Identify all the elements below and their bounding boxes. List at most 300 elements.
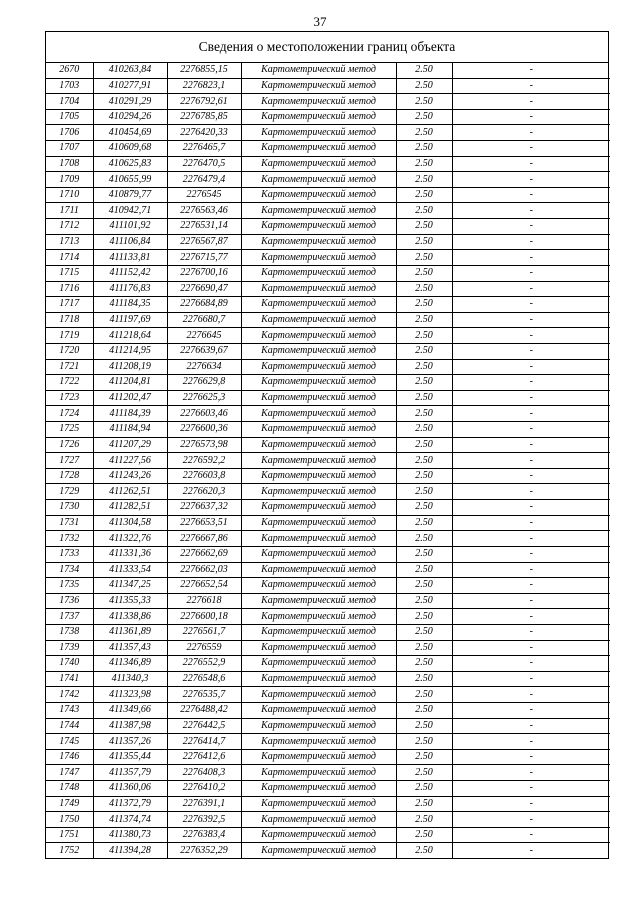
point-number-cell: 1722 xyxy=(46,375,93,391)
point-number-cell: 1736 xyxy=(46,593,93,609)
method-cell: Картометрический метод xyxy=(241,156,396,172)
point-number-cell: 1737 xyxy=(46,609,93,625)
description-cell: - xyxy=(452,531,610,547)
table-row xyxy=(46,78,610,94)
accuracy-cell: 2.50 xyxy=(396,843,452,858)
description-cell: - xyxy=(452,624,610,640)
point-number-cell: 1745 xyxy=(46,734,93,750)
accuracy-cell: 2.50 xyxy=(396,546,452,562)
method-cell: Картометрический метод xyxy=(241,359,396,375)
accuracy-cell: 2.50 xyxy=(396,422,452,438)
x-coordinate-cell: 410277,91 xyxy=(93,78,167,94)
method-cell: Картометрический метод xyxy=(241,718,396,734)
x-coordinate-cell: 411340,3 xyxy=(93,671,167,687)
point-number-cell: 1740 xyxy=(46,656,93,672)
description-cell: - xyxy=(452,297,610,313)
method-cell: Картометрический метод xyxy=(241,125,396,141)
description-cell: - xyxy=(452,437,610,453)
x-coordinate-cell: 411197,69 xyxy=(93,312,167,328)
y-coordinate-cell: 2276785,85 xyxy=(167,109,241,125)
point-number-cell: 1709 xyxy=(46,172,93,188)
x-coordinate-cell: 410625,83 xyxy=(93,156,167,172)
point-number-cell: 1714 xyxy=(46,250,93,266)
point-number-cell: 1730 xyxy=(46,500,93,516)
y-coordinate-cell: 2276573,98 xyxy=(167,437,241,453)
x-coordinate-cell: 411207,29 xyxy=(93,437,167,453)
table-row xyxy=(46,187,610,203)
table-row xyxy=(46,562,610,578)
accuracy-cell: 2.50 xyxy=(396,328,452,344)
x-coordinate-cell: 411355,33 xyxy=(93,593,167,609)
point-number-cell: 1719 xyxy=(46,328,93,344)
y-coordinate-cell: 2276662,69 xyxy=(167,546,241,562)
x-coordinate-cell: 411357,43 xyxy=(93,640,167,656)
description-cell: - xyxy=(452,125,610,141)
table-row xyxy=(46,546,610,562)
description-cell: - xyxy=(452,94,610,110)
y-coordinate-cell: 2276603,46 xyxy=(167,406,241,422)
description-cell: - xyxy=(452,219,610,235)
accuracy-cell: 2.50 xyxy=(396,484,452,500)
point-number-cell: 1747 xyxy=(46,765,93,781)
point-number-cell: 1751 xyxy=(46,827,93,843)
y-coordinate-cell: 2276545 xyxy=(167,187,241,203)
accuracy-cell: 2.50 xyxy=(396,687,452,703)
point-number-cell: 1749 xyxy=(46,796,93,812)
method-cell: Картометрический метод xyxy=(241,390,396,406)
y-coordinate-cell: 2276618 xyxy=(167,593,241,609)
x-coordinate-cell: 411227,56 xyxy=(93,453,167,469)
table-row xyxy=(46,359,610,375)
accuracy-cell: 2.50 xyxy=(396,390,452,406)
x-coordinate-cell: 411338,86 xyxy=(93,609,167,625)
accuracy-cell: 2.50 xyxy=(396,94,452,110)
point-number-cell: 1744 xyxy=(46,718,93,734)
accuracy-cell: 2.50 xyxy=(396,781,452,797)
accuracy-cell: 2.50 xyxy=(396,281,452,297)
x-coordinate-cell: 411176,83 xyxy=(93,281,167,297)
x-coordinate-cell: 411372,79 xyxy=(93,796,167,812)
method-cell: Картометрический метод xyxy=(241,343,396,359)
y-coordinate-cell: 2276392,5 xyxy=(167,812,241,828)
table-row xyxy=(46,656,610,672)
y-coordinate-cell: 2276600,18 xyxy=(167,609,241,625)
x-coordinate-cell: 411184,39 xyxy=(93,406,167,422)
description-cell: - xyxy=(452,484,610,500)
point-number-cell: 1713 xyxy=(46,234,93,250)
point-number-cell: 1705 xyxy=(46,109,93,125)
accuracy-cell: 2.50 xyxy=(396,63,452,78)
x-coordinate-cell: 410609,68 xyxy=(93,141,167,157)
x-coordinate-cell: 411346,89 xyxy=(93,656,167,672)
table-row xyxy=(46,843,610,858)
x-coordinate-cell: 411357,79 xyxy=(93,765,167,781)
accuracy-cell: 2.50 xyxy=(396,359,452,375)
table-row xyxy=(46,640,610,656)
y-coordinate-cell: 2276690,47 xyxy=(167,281,241,297)
method-cell: Картометрический метод xyxy=(241,687,396,703)
description-cell: - xyxy=(452,203,610,219)
table-row xyxy=(46,781,610,797)
accuracy-cell: 2.50 xyxy=(396,515,452,531)
y-coordinate-cell: 2276792,61 xyxy=(167,94,241,110)
method-cell: Картометрический метод xyxy=(241,562,396,578)
method-cell: Картометрический метод xyxy=(241,250,396,266)
boundary-table-frame xyxy=(45,31,609,859)
method-cell: Картометрический метод xyxy=(241,328,396,344)
accuracy-cell: 2.50 xyxy=(396,500,452,516)
y-coordinate-cell: 2276629,8 xyxy=(167,375,241,391)
x-coordinate-cell: 411323,98 xyxy=(93,687,167,703)
method-cell: Картометрический метод xyxy=(241,219,396,235)
point-number-cell: 1708 xyxy=(46,156,93,172)
table-row xyxy=(46,375,610,391)
point-number-cell: 1712 xyxy=(46,219,93,235)
point-number-cell: 1724 xyxy=(46,406,93,422)
table-row xyxy=(46,141,610,157)
x-coordinate-cell: 411380,73 xyxy=(93,827,167,843)
method-cell: Картометрический метод xyxy=(241,265,396,281)
accuracy-cell: 2.50 xyxy=(396,531,452,547)
description-cell: - xyxy=(452,328,610,344)
accuracy-cell: 2.50 xyxy=(396,187,452,203)
y-coordinate-cell: 2276414,7 xyxy=(167,734,241,750)
y-coordinate-cell: 2276823,1 xyxy=(167,78,241,94)
x-coordinate-cell: 411304,58 xyxy=(93,515,167,531)
y-coordinate-cell: 2276715,77 xyxy=(167,250,241,266)
description-cell: - xyxy=(452,515,610,531)
table-row xyxy=(46,812,610,828)
method-cell: Картометрический метод xyxy=(241,234,396,250)
method-cell: Картометрический метод xyxy=(241,827,396,843)
method-cell: Картометрический метод xyxy=(241,312,396,328)
x-coordinate-cell: 410294,26 xyxy=(93,109,167,125)
accuracy-cell: 2.50 xyxy=(396,749,452,765)
description-cell: - xyxy=(529,844,533,856)
description-cell: - xyxy=(452,453,610,469)
y-coordinate-cell: 2276465,7 xyxy=(167,141,241,157)
table-row xyxy=(46,265,610,281)
description-cell: - xyxy=(452,796,610,812)
accuracy-cell: 2.50 xyxy=(396,234,452,250)
point-number-cell: 1739 xyxy=(46,640,93,656)
description-cell: - xyxy=(452,749,610,765)
table-row xyxy=(46,578,610,594)
x-coordinate-cell: 411322,76 xyxy=(93,531,167,547)
y-coordinate-cell: 2276700,16 xyxy=(167,265,241,281)
x-coordinate-cell: 411184,35 xyxy=(93,297,167,313)
point-number-cell: 1731 xyxy=(46,515,93,531)
x-coordinate-cell: 411133,81 xyxy=(93,250,167,266)
point-number-cell: 1728 xyxy=(46,468,93,484)
method-cell: Картометрический метод xyxy=(241,500,396,516)
x-coordinate-cell: 410263,84 xyxy=(93,63,167,78)
x-coordinate-cell: 411355,44 xyxy=(93,749,167,765)
table-row xyxy=(46,765,610,781)
description-cell: - xyxy=(452,172,610,188)
accuracy-cell: 2.50 xyxy=(396,562,452,578)
point-number-cell: 1704 xyxy=(46,94,93,110)
accuracy-cell: 2.50 xyxy=(396,609,452,625)
method-cell: Картометрический метод xyxy=(241,203,396,219)
accuracy-cell: 2.50 xyxy=(396,125,452,141)
point-number-cell: 1733 xyxy=(46,546,93,562)
description-cell: - xyxy=(452,687,610,703)
table-row xyxy=(46,281,610,297)
accuracy-cell: 2.50 xyxy=(396,702,452,718)
y-coordinate-cell: 2276639,67 xyxy=(167,343,241,359)
point-number-cell: 1707 xyxy=(46,141,93,157)
y-coordinate-cell: 2276637,32 xyxy=(167,500,241,516)
y-coordinate-cell: 2276391,1 xyxy=(167,796,241,812)
method-cell: Картометрический метод xyxy=(241,609,396,625)
y-coordinate-cell: 2276410,2 xyxy=(167,781,241,797)
point-number-cell: 1723 xyxy=(46,390,93,406)
method-cell: Картометрический метод xyxy=(241,640,396,656)
y-coordinate-cell: 2276470,5 xyxy=(167,156,241,172)
y-coordinate-cell: 2276352,29 xyxy=(167,843,241,858)
point-number-cell: 1743 xyxy=(46,702,93,718)
x-coordinate-cell: 411374,74 xyxy=(93,812,167,828)
table-row xyxy=(46,609,610,625)
point-number-cell: 1726 xyxy=(46,437,93,453)
y-coordinate-cell: 2276620,3 xyxy=(167,484,241,500)
y-coordinate-cell: 2276563,46 xyxy=(167,203,241,219)
accuracy-cell: 2.50 xyxy=(396,578,452,594)
x-coordinate-cell: 411202,47 xyxy=(93,390,167,406)
method-cell: Картометрический метод xyxy=(241,843,396,858)
page-number: 37 xyxy=(313,14,327,29)
x-coordinate-cell: 411347,25 xyxy=(93,578,167,594)
y-coordinate-cell: 2276488,42 xyxy=(167,702,241,718)
table-row xyxy=(46,749,610,765)
method-cell: Картометрический метод xyxy=(241,578,396,594)
table-row xyxy=(46,343,610,359)
description-cell: - xyxy=(452,63,610,78)
y-coordinate-cell: 2276645 xyxy=(167,328,241,344)
accuracy-cell: 2.50 xyxy=(396,468,452,484)
y-coordinate-cell: 2276535,7 xyxy=(167,687,241,703)
table-row xyxy=(46,453,610,469)
accuracy-cell: 2.50 xyxy=(396,343,452,359)
point-number-cell: 1716 xyxy=(46,281,93,297)
table-row xyxy=(46,515,610,531)
y-coordinate-cell: 2276603,8 xyxy=(167,468,241,484)
x-coordinate-cell: 411208,19 xyxy=(93,359,167,375)
x-coordinate-cell: 411331,36 xyxy=(93,546,167,562)
table-row xyxy=(46,125,610,141)
y-coordinate-cell: 2276662,03 xyxy=(167,562,241,578)
point-number-cell: 1734 xyxy=(46,562,93,578)
table-row xyxy=(46,484,610,500)
y-coordinate-cell: 2276479,4 xyxy=(167,172,241,188)
x-coordinate-cell: 411349,66 xyxy=(93,702,167,718)
point-number-cell: 1725 xyxy=(46,422,93,438)
description-cell: - xyxy=(452,187,610,203)
x-coordinate-cell: 411262,51 xyxy=(93,484,167,500)
table-row xyxy=(46,500,610,516)
point-number-cell: 1710 xyxy=(46,187,93,203)
method-cell: Картометрический метод xyxy=(241,656,396,672)
description-cell: - xyxy=(452,718,610,734)
table-row xyxy=(46,593,610,609)
method-cell: Картометрический метод xyxy=(241,78,396,94)
y-coordinate-cell: 2276634 xyxy=(167,359,241,375)
table-title: Сведения о местоположении границ объекта xyxy=(46,32,608,63)
x-coordinate-cell: 411360,06 xyxy=(93,781,167,797)
y-coordinate-cell: 2276567,87 xyxy=(167,234,241,250)
x-coordinate-cell: 411357,26 xyxy=(93,734,167,750)
description-cell: - xyxy=(452,375,610,391)
description-cell: - xyxy=(452,312,610,328)
accuracy-cell: 2.50 xyxy=(396,203,452,219)
accuracy-cell: 2.50 xyxy=(396,796,452,812)
y-coordinate-cell: 2276442,5 xyxy=(167,718,241,734)
accuracy-cell: 2.50 xyxy=(396,375,452,391)
description-cell: - xyxy=(452,765,610,781)
description-cell: - xyxy=(452,702,610,718)
method-cell: Картометрический метод xyxy=(241,187,396,203)
x-coordinate-cell: 411204,81 xyxy=(93,375,167,391)
method-cell: Картометрический метод xyxy=(241,812,396,828)
x-coordinate-cell: 411387,98 xyxy=(93,718,167,734)
point-number-cell: 1718 xyxy=(46,312,93,328)
method-cell: Картометрический метод xyxy=(241,453,396,469)
y-coordinate-cell: 2276600,36 xyxy=(167,422,241,438)
description-cell: - xyxy=(452,109,610,125)
x-coordinate-cell: 411218,64 xyxy=(93,328,167,344)
point-number-cell: 1729 xyxy=(46,484,93,500)
accuracy-cell: 2.50 xyxy=(396,265,452,281)
method-cell: Картометрический метод xyxy=(241,749,396,765)
description-cell: - xyxy=(452,562,610,578)
y-coordinate-cell: 2276383,4 xyxy=(167,827,241,843)
description-cell: - xyxy=(452,78,610,94)
description-cell: - xyxy=(452,734,610,750)
description-cell: - xyxy=(452,640,610,656)
method-cell: Картометрический метод xyxy=(241,593,396,609)
x-coordinate-cell: 411106,84 xyxy=(93,234,167,250)
description-cell: - xyxy=(452,359,610,375)
y-coordinate-cell: 2276592,2 xyxy=(167,453,241,469)
accuracy-cell: 2.50 xyxy=(396,141,452,157)
point-number-cell: 1741 xyxy=(46,671,93,687)
coordinates-table xyxy=(46,63,610,858)
point-number-cell: 1717 xyxy=(46,297,93,313)
x-coordinate-cell: 411361,89 xyxy=(93,624,167,640)
table-row xyxy=(46,468,610,484)
table-row xyxy=(46,734,610,750)
y-coordinate-cell: 2276531,14 xyxy=(167,219,241,235)
x-coordinate-cell: 410454,69 xyxy=(93,125,167,141)
description-cell: - xyxy=(452,500,610,516)
method-cell: Картометрический метод xyxy=(241,515,396,531)
point-number-cell: 1750 xyxy=(46,812,93,828)
description-cell: - xyxy=(452,281,610,297)
method-cell: Картометрический метод xyxy=(241,734,396,750)
y-coordinate-cell: 2276559 xyxy=(167,640,241,656)
table-row xyxy=(46,437,610,453)
accuracy-cell: 2.50 xyxy=(396,406,452,422)
table-row xyxy=(46,390,610,406)
description-cell: - xyxy=(452,609,610,625)
table-row xyxy=(46,687,610,703)
method-cell: Картометрический метод xyxy=(241,141,396,157)
table-row xyxy=(46,328,610,344)
method-cell: Картометрический метод xyxy=(241,796,396,812)
point-number-cell: 1738 xyxy=(46,624,93,640)
point-number-cell: 1752 xyxy=(46,843,93,858)
table-row xyxy=(46,531,610,547)
method-cell: Картометрический метод xyxy=(241,406,396,422)
method-cell: Картометрический метод xyxy=(241,281,396,297)
table-row xyxy=(46,796,610,812)
description-cell: - xyxy=(452,656,610,672)
description-cell: - xyxy=(452,593,610,609)
table-row xyxy=(46,234,610,250)
accuracy-cell: 2.50 xyxy=(396,765,452,781)
accuracy-cell: 2.50 xyxy=(396,250,452,266)
accuracy-cell: 2.50 xyxy=(396,640,452,656)
accuracy-cell: 2.50 xyxy=(396,156,452,172)
table-row xyxy=(46,718,610,734)
description-cell: - xyxy=(452,343,610,359)
description-cell: - xyxy=(452,234,610,250)
method-cell: Картометрический метод xyxy=(241,422,396,438)
y-coordinate-cell: 2276408,3 xyxy=(167,765,241,781)
method-cell: Картометрический метод xyxy=(241,781,396,797)
x-coordinate-cell: 410655,99 xyxy=(93,172,167,188)
method-cell: Картометрический метод xyxy=(241,297,396,313)
table-row xyxy=(46,624,610,640)
method-cell: Картометрический метод xyxy=(241,702,396,718)
y-coordinate-cell: 2276412,6 xyxy=(167,749,241,765)
description-cell: - xyxy=(452,422,610,438)
method-cell: Картометрический метод xyxy=(241,375,396,391)
y-coordinate-cell: 2276684,89 xyxy=(167,297,241,313)
description-cell: - xyxy=(452,250,610,266)
table-row xyxy=(46,297,610,313)
y-coordinate-cell: 2276680,7 xyxy=(167,312,241,328)
description-cell: - xyxy=(452,265,610,281)
accuracy-cell: 2.50 xyxy=(396,734,452,750)
accuracy-cell: 2.50 xyxy=(396,812,452,828)
point-number-cell: 1711 xyxy=(46,203,93,219)
point-number-cell: 1706 xyxy=(46,125,93,141)
table-row xyxy=(46,172,610,188)
accuracy-cell: 2.50 xyxy=(396,593,452,609)
table-row xyxy=(46,406,610,422)
description-cell: - xyxy=(452,671,610,687)
x-coordinate-cell: 410879,77 xyxy=(93,187,167,203)
accuracy-cell: 2.50 xyxy=(396,172,452,188)
x-coordinate-cell: 411152,42 xyxy=(93,265,167,281)
point-number-cell: 1703 xyxy=(46,78,93,94)
x-coordinate-cell: 411184,94 xyxy=(93,422,167,438)
accuracy-cell: 2.50 xyxy=(396,78,452,94)
accuracy-cell: 2.50 xyxy=(396,453,452,469)
table-row xyxy=(46,94,610,110)
y-coordinate-cell: 2276855,15 xyxy=(167,63,241,78)
description-cell: - xyxy=(452,156,610,172)
method-cell: Картометрический метод xyxy=(241,172,396,188)
accuracy-cell: 2.50 xyxy=(396,671,452,687)
accuracy-cell: 2.50 xyxy=(396,827,452,843)
method-cell: Картометрический метод xyxy=(241,546,396,562)
accuracy-cell: 2.50 xyxy=(396,656,452,672)
description-cell: - xyxy=(452,390,610,406)
table-row xyxy=(46,671,610,687)
